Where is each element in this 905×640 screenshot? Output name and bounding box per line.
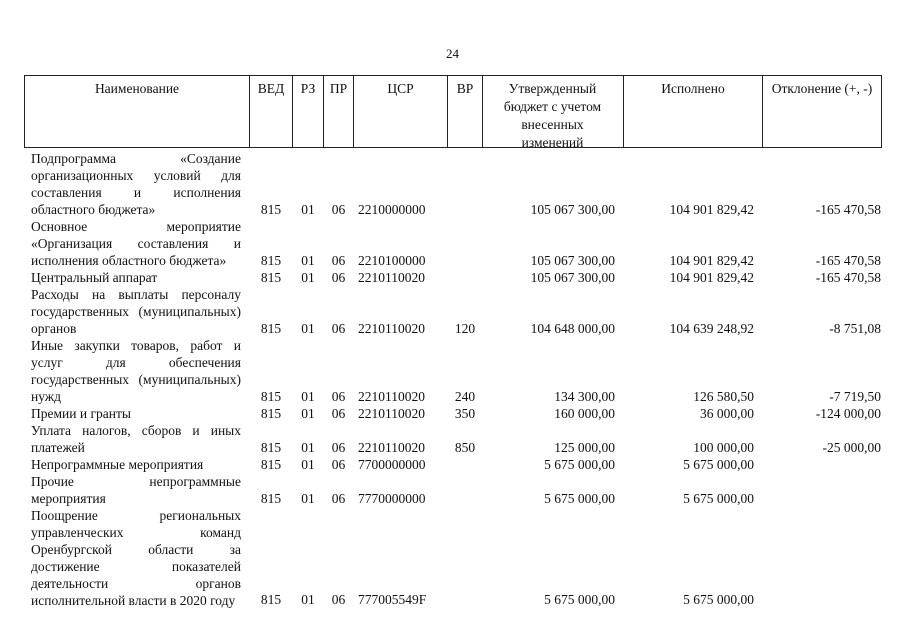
row-csr: 7770000000 xyxy=(358,491,426,506)
row-approved: 5 675 000,00 xyxy=(544,592,615,607)
header-top-border xyxy=(24,75,882,76)
row-approved: 160 000,00 xyxy=(554,406,615,421)
col-divider xyxy=(482,75,483,148)
row-csr: 777005549F xyxy=(358,592,427,607)
row-rz: 01 xyxy=(301,389,315,404)
row-vr: 350 xyxy=(454,406,476,421)
row-ved: 815 xyxy=(260,202,282,217)
row-pr: 06 xyxy=(331,389,346,404)
row-pr: 06 xyxy=(331,253,346,268)
row-ved: 815 xyxy=(260,440,282,455)
row-deviation: -165 470,58 xyxy=(815,270,881,285)
row-approved: 104 648 000,00 xyxy=(530,321,615,336)
row-executed: 104 901 829,42 xyxy=(669,270,754,285)
row-executed: 100 000,00 xyxy=(693,440,754,455)
row-executed: 104 639 248,92 xyxy=(669,321,754,336)
header-executed: Исполнено xyxy=(661,81,725,96)
row-ved: 815 xyxy=(260,389,282,404)
row-csr: 2210100000 xyxy=(358,253,426,268)
page-number: 24 xyxy=(446,46,459,61)
row-csr: 2210110020 xyxy=(358,389,425,404)
row-ved: 815 xyxy=(260,406,282,421)
row-name: Премии и гранты xyxy=(31,406,131,421)
row-approved: 105 067 300,00 xyxy=(530,270,615,285)
row-approved: 125 000,00 xyxy=(554,440,615,455)
row-executed: 5 675 000,00 xyxy=(683,457,754,472)
row-name: Иные закупки товаров, работ и услуг для обеспечения государственных (муниципальных) нужд xyxy=(31,338,241,404)
row-name: Основное мероприятие «Организация составления и исполнения областного бюджета» xyxy=(31,219,241,268)
row-executed: 104 901 829,42 xyxy=(669,253,754,268)
header-approved: Утвержденный бюджет с учетом внесенных изменений xyxy=(503,81,602,150)
row-rz: 01 xyxy=(301,440,315,455)
row-deviation: -124 000,00 xyxy=(815,406,881,421)
row-csr: 2210110020 xyxy=(358,270,425,285)
col-divider xyxy=(762,75,763,148)
row-vr: 850 xyxy=(454,440,476,455)
row-pr: 06 xyxy=(331,270,346,285)
row-approved: 134 300,00 xyxy=(554,389,615,404)
row-csr: 2210110020 xyxy=(358,440,425,455)
row-executed: 36 000,00 xyxy=(700,406,754,421)
header-rz: РЗ xyxy=(300,81,316,96)
header-bottom-border xyxy=(24,147,882,148)
row-ved: 815 xyxy=(260,592,282,607)
row-vr: 240 xyxy=(454,389,476,404)
row-csr: 2210110020 xyxy=(358,321,425,336)
row-name: Центральный аппарат xyxy=(31,270,158,285)
row-executed: 104 901 829,42 xyxy=(669,202,754,217)
header-deviation: Отклонение (+, -) xyxy=(771,81,873,96)
row-executed: 5 675 000,00 xyxy=(683,592,754,607)
header-ved: ВЕД xyxy=(257,81,285,96)
row-ved: 815 xyxy=(260,270,282,285)
row-ved: 815 xyxy=(260,491,282,506)
row-rz: 01 xyxy=(301,270,315,285)
row-pr: 06 xyxy=(331,491,346,506)
row-deviation: -8 751,08 xyxy=(829,321,881,336)
row-rz: 01 xyxy=(301,253,315,268)
row-approved: 5 675 000,00 xyxy=(544,491,615,506)
row-name: Поощрение региональных управленческих команд Оренбургской области за достижение показателей деятельности органов исполнительной власти в 2020 году xyxy=(31,508,241,608)
header-csr: ЦСР xyxy=(387,81,414,96)
row-pr: 06 xyxy=(331,440,346,455)
row-executed: 126 580,50 xyxy=(693,389,754,404)
row-csr: 2210110020 xyxy=(358,406,425,421)
row-name: Уплата налогов, сборов и иных платежей xyxy=(31,423,241,455)
row-deviation: -165 470,58 xyxy=(815,253,881,268)
row-name: Подпрограмма «Создание организационных условий для составления и исполнения областного бюджета» xyxy=(31,151,241,217)
header-name: Наименование xyxy=(94,81,180,96)
row-deviation: -165 470,58 xyxy=(815,202,881,217)
row-csr: 7700000000 xyxy=(358,457,426,472)
row-rz: 01 xyxy=(301,202,315,217)
row-vr: 120 xyxy=(454,321,476,336)
row-ved: 815 xyxy=(260,321,282,336)
row-rz: 01 xyxy=(301,592,315,607)
row-name: Расходы на выплаты персоналу государственных (муниципальных) органов xyxy=(31,287,241,336)
row-rz: 01 xyxy=(301,406,315,421)
header-pr: ПР xyxy=(329,81,348,96)
row-deviation: -25 000,00 xyxy=(822,440,881,455)
row-deviation: -7 719,50 xyxy=(829,389,881,404)
row-name: Непрограммные мероприятия xyxy=(31,457,204,472)
row-pr: 06 xyxy=(331,321,346,336)
col-divider xyxy=(881,75,882,148)
row-rz: 01 xyxy=(301,321,315,336)
row-approved: 105 067 300,00 xyxy=(530,202,615,217)
row-pr: 06 xyxy=(331,592,346,607)
row-name: Прочие непрограммные мероприятия xyxy=(31,474,241,506)
row-pr: 06 xyxy=(331,406,346,421)
row-approved: 5 675 000,00 xyxy=(544,457,615,472)
row-approved: 105 067 300,00 xyxy=(530,253,615,268)
header-vr: ВР xyxy=(456,81,474,96)
row-pr: 06 xyxy=(331,202,346,217)
row-pr: 06 xyxy=(331,457,346,472)
row-csr: 2210000000 xyxy=(358,202,426,217)
row-ved: 815 xyxy=(260,457,282,472)
row-rz: 01 xyxy=(301,457,315,472)
row-rz: 01 xyxy=(301,491,315,506)
row-executed: 5 675 000,00 xyxy=(683,491,754,506)
row-ved: 815 xyxy=(260,253,282,268)
